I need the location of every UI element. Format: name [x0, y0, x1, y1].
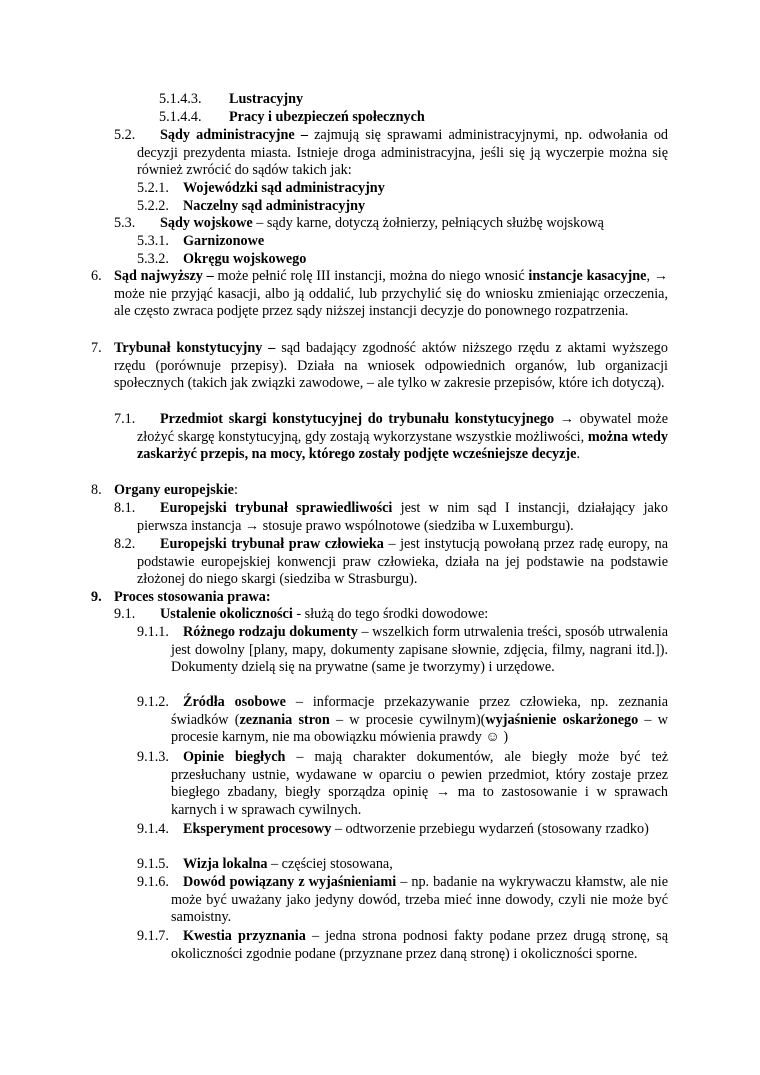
item-text: Pracy i ubezpieczeń społecznych [229, 109, 425, 125]
item-text: Lustracyjny [229, 91, 304, 107]
item-number: 5.3. [114, 215, 136, 231]
item-number: 8.2. [114, 536, 136, 552]
item-number: 5.1.4.3. [159, 91, 202, 107]
item-number: 9. [91, 589, 102, 605]
item-text: Przedmiot skargi konstytucyjnej do trybunału konstytucyjnego → obywatel może złożyć skargę konstytucyjną, gdy zostają wykorzystane wszystkie możliwości, można wtedy zaskarżyć przepis, na mocy, którego zostały podjęte wcześniejsze decyzje. [137, 411, 668, 463]
item-text: Opinie biegłych – mają charakter dokumentów, ale biegły może być też przesłuchany ustnie, wydawane w oparciu o pewien przedmiot, który zostaje przez biegłego zbadany, biegły sporządza opinię → ma to zastosowanie i w sprawach karnych i w sprawach cywilnych. [171, 749, 668, 818]
item-number: 9.1.1. [137, 624, 169, 640]
item-text: Ustalenie okoliczności - służą do tego środki dowodowe: [160, 606, 489, 622]
item-number: 5.2.1. [137, 180, 169, 196]
item-text: Źródła osobowe – informacje przekazywanie przez człowieka, np. zeznania świadków (zeznania stron – w procesie cywilnym)(wyjaśnienie oskarżonego – w procesie karnym, nie ma obowiązku mówienia prawdy ☺ ) [171, 694, 668, 746]
item-number: 5.3.2. [137, 251, 169, 267]
item-text: Garnizonowe [183, 233, 265, 249]
item-text: Dowód powiązany z wyjaśnieniami – np. badanie na wykrywaczu kłamstw, ale nie może być uważany jako jedyny dowód, trzeba mieć inne dowody, czyli nie może być samoistny. [171, 874, 668, 926]
item-text: Okręgu wojskowego [183, 251, 307, 267]
item-number: 7. [91, 340, 102, 356]
item-text: Organy europejskie: [114, 482, 238, 498]
item-number: 9.1.7. [137, 928, 169, 944]
item-number: 8.1. [114, 500, 136, 516]
item-number: 5.1.4.4. [159, 109, 202, 125]
item-text: Wizja lokalna – częściej stosowana, [183, 856, 393, 872]
item-number: 5.3.1. [137, 233, 169, 249]
item-text: Eksperyment procesowy – odtworzenie przebiegu wydarzeń (stosowany rzadko) [183, 821, 649, 837]
item-text: Europejski trybunał sprawiedliwości jest w nim sąd I instancji, działający jako pierwsza instancja → stosuje prawo wspólnotowe (siedziba w Luxemburgu). [137, 500, 668, 534]
item-text: Europejski trybunał praw człowieka – jest instytucją powołaną przez radę europy, na podstawie europejskiej konwencji praw człowieka, działa na jej podstawie na podstawie złożonej do niego skargi (siedziba w Strasburgu). [137, 536, 669, 588]
item-number: 9.1. [114, 606, 136, 622]
item-number: 9.1.5. [137, 856, 169, 872]
item-text: Naczelny sąd administracyjny [183, 198, 366, 214]
item-number: 9.1.3. [137, 749, 169, 765]
item-text: Trybunał konstytucyjny – sąd badający zgodność aktów niższego rzędu z aktami wyższego rzędu (porównuje przepisy). Działa na wniosek odpowiednich organów, lub organizacji społecznych (takich jak związki zawodowe, – ale tylko w zakresie przepisów, które ich dotyczą). [114, 340, 668, 392]
item-text: Sąd najwyższy – może pełnić rolę III instancji, można do niego wnosić instancje kasacyjne, → może nie przyjąć kasacji, albo ją oddalić, lub przychylić się do wniosku zmieniając orzeczenia, ale często zwraca podjęte przez sądy niższej instancji decyzje do ponownego rozpatrzenia. [114, 268, 668, 320]
item-text: Sądy wojskowe – sądy karne, dotyczą żołnierzy, pełniących służbę wojskową [160, 215, 604, 231]
item-text: Sądy administracyjne – zajmują się sprawami administracyjnymi, np. odwołania od decyzji prezydenta miasta. Istnieje droga administracyjna, jeśli się ją wyczerpie można się również zwrócić do sądów takich jak: [137, 127, 669, 179]
item-number: 6. [91, 268, 102, 284]
item-text: Różnego rodzaju dokumenty – wszelkich form utrwalenia treści, sposób utrwalenia jest dowolny [plany, mapy, dokumenty zapisane słownie, zdjęcia, filmy, nagrani itd.]). Dokumenty dzielą się na prywatne (same je tworzymy) i urzędowe. [171, 624, 668, 676]
item-number: 9.1.6. [137, 874, 169, 890]
item-text: Proces stosowania prawa: [114, 589, 271, 605]
item-number: 5.2. [114, 127, 136, 143]
item-number: 7.1. [114, 411, 136, 427]
item-number: 8. [91, 482, 102, 498]
item-text: Kwestia przyznania – jedna strona podnosi fakty podane przez drugą stronę, są okoliczności zgodnie podane (przyznane przez daną stronę) i okoliczności sporne. [171, 928, 668, 962]
item-number: 9.1.4. [137, 821, 169, 837]
item-number: 5.2.2. [137, 198, 169, 214]
item-text: Wojewódzki sąd administracyjny [183, 180, 385, 196]
item-number: 9.1.2. [137, 694, 169, 710]
